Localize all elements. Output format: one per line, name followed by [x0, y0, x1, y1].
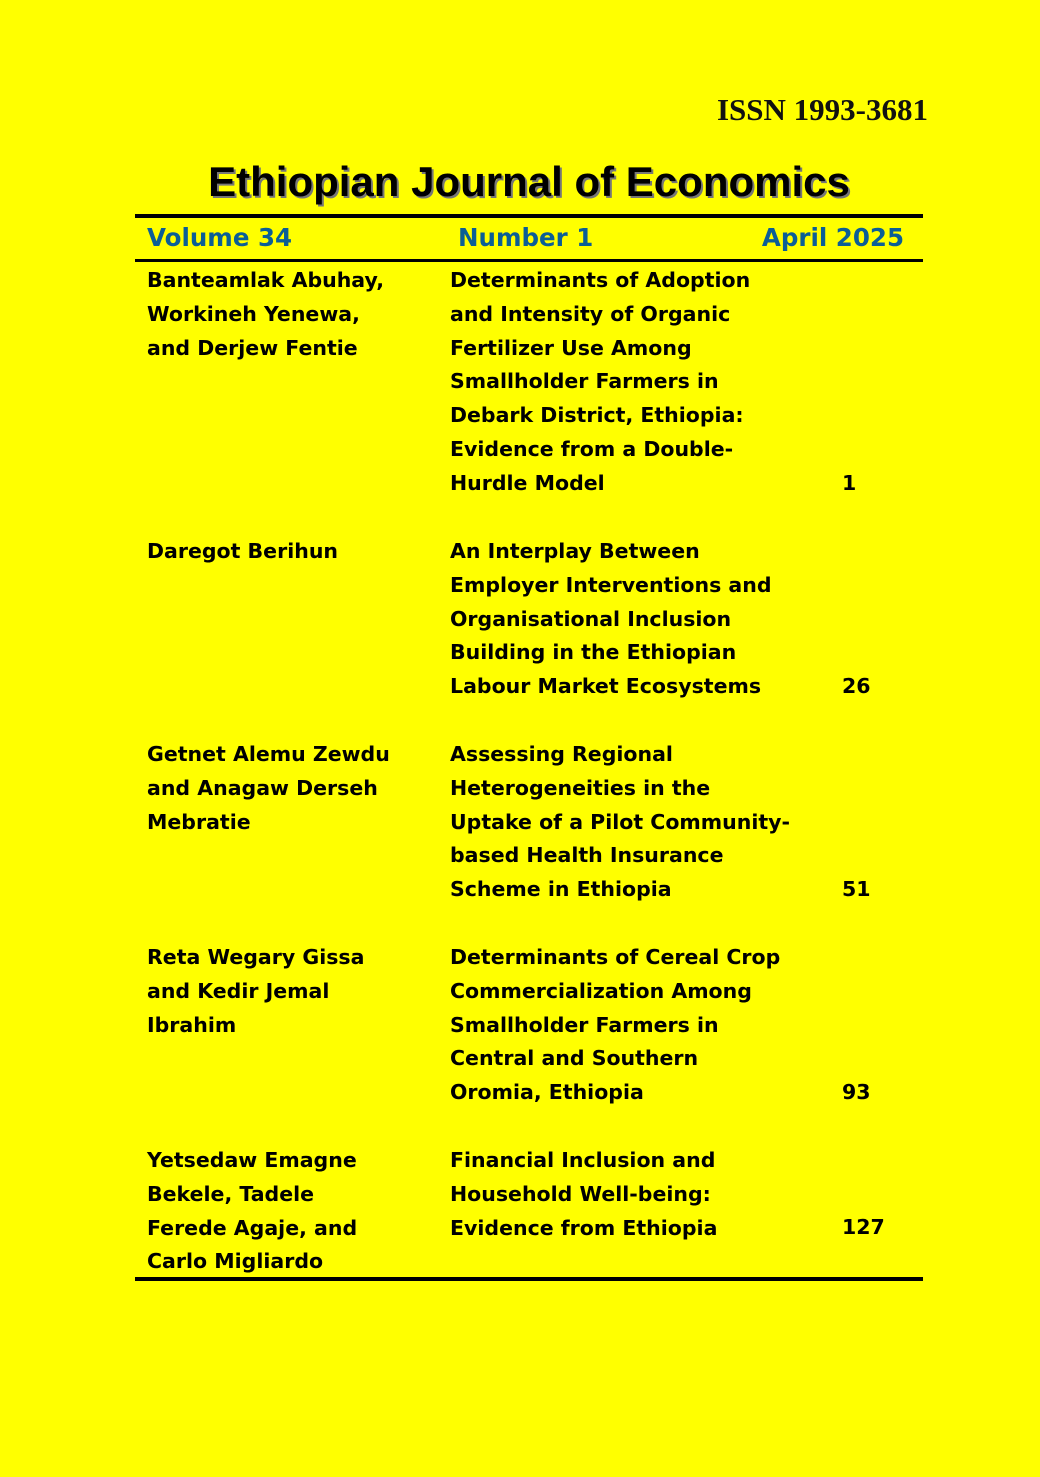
article-title: Financial Inclusion and Household Well-being: Evidence from Ethiopia	[450, 1148, 718, 1240]
article-title: An Interplay Between Employer Interventions and Organisational Inclusion Building in the Ethiopian Labour Market Ecosystems	[450, 539, 772, 699]
article-title: Determinants of Cereal Crop Commercialization Among Smallholder Farmers in Central and Southern Oromia, Ethiopia	[450, 945, 781, 1105]
article-page: 1	[842, 471, 857, 495]
bottom-rule	[135, 1277, 923, 1281]
article-title: Assessing Regional Heterogeneities in the Uptake of a Pilot Community- based Health Insurance Scheme in Ethiopia	[450, 742, 791, 902]
issue-volume: Volume 34	[147, 223, 293, 252]
article-page: 26	[842, 674, 871, 698]
article-authors: Daregot Berihun	[147, 539, 339, 563]
article-authors: Reta Wegary Gissa and Kedir Jemal Ibrahim	[147, 945, 365, 1037]
journal-title: Ethiopian Journal of Economics	[208, 158, 850, 205]
issue-line	[0, 223, 1040, 257]
issue-rule	[135, 259, 923, 262]
issn: ISSN 1993-3681	[716, 92, 928, 127]
article-page: 93	[842, 1080, 871, 1104]
top-rule	[135, 214, 923, 218]
article-page: 51	[842, 877, 871, 901]
article-authors: Yetsedaw Emagne Bekele, Tadele Ferede Agaje, and Carlo Migliardo	[147, 1148, 358, 1274]
article-authors: Banteamlak Abuhay, Workineh Yenewa, and Derjew Fentie	[147, 268, 385, 360]
article-page: 127	[842, 1215, 885, 1239]
issue-date: April 2025	[761, 223, 904, 252]
issue-number: Number 1	[458, 223, 594, 252]
article-title: Determinants of Adoption and Intensity of Organic Fertilizer Use Among Smallholder Farmers in Debark District, Ethiopia: Evidence from a Double- Hurdle Model	[450, 268, 751, 495]
article-authors: Getnet Alemu Zewdu and Anagaw Derseh Mebratie	[147, 742, 390, 834]
